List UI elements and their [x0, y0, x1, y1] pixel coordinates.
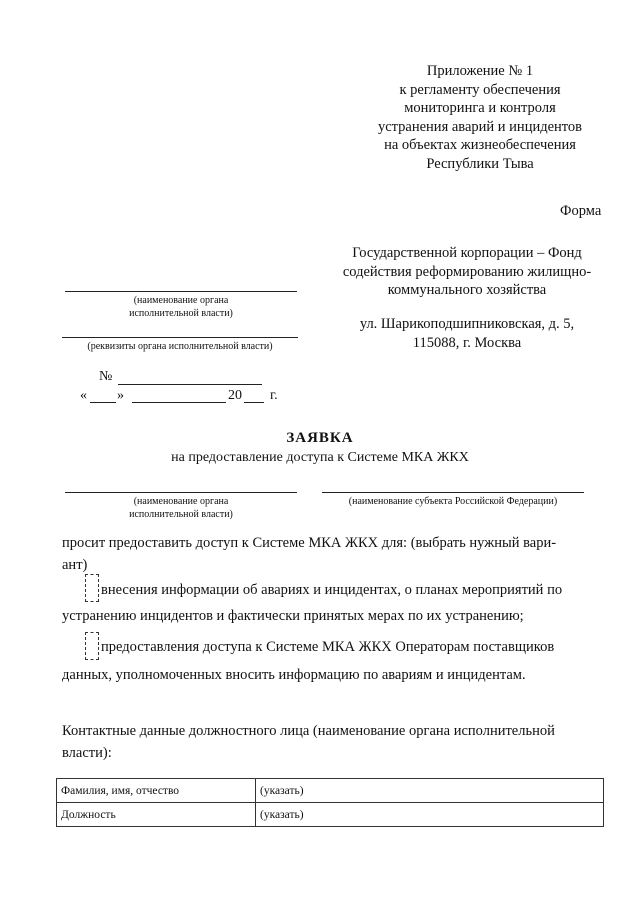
org-name-caption	[65, 495, 297, 521]
row-label: Фамилия, имя, отчество	[57, 779, 256, 803]
caption-line: исполнительной власти)	[129, 308, 233, 319]
org-name-line[interactable]	[65, 492, 297, 493]
recipient-address	[322, 315, 612, 352]
recipient-block	[322, 244, 612, 300]
address-line: 115088, г. Москва	[412, 334, 522, 351]
sender-requisites-line[interactable]	[62, 337, 298, 338]
request-line: ант)	[62, 557, 88, 573]
date-close-quote: »	[117, 388, 124, 403]
row-value-field[interactable]: (указать)	[256, 803, 604, 827]
address-line: ул. Шарикоподшипниковская, д. 5,	[359, 316, 575, 332]
appendix-header	[340, 62, 620, 173]
year-prefix: 20	[228, 388, 242, 403]
sender-org-line[interactable]	[65, 291, 297, 292]
number-field[interactable]	[118, 384, 262, 385]
table-row	[57, 779, 604, 803]
contacts-table	[56, 778, 604, 827]
request-text	[62, 532, 632, 576]
appendix-line: мониторинга и контроля	[404, 100, 556, 116]
caption-line: исполнительной власти)	[129, 509, 233, 520]
appendix-line: к регламенту обеспечения	[399, 81, 561, 98]
appendix-line: на объектах жизнеобеспечения	[384, 137, 576, 153]
appendix-line: Республики Тыва	[426, 155, 534, 172]
option-text: предоставления доступа к Системе МКА ЖКХ Операторам поставщиков	[101, 639, 555, 655]
recipient-line: содействия реформированию жилищно-	[342, 263, 592, 280]
caption-line: (наименование органа	[133, 496, 229, 507]
date-year-field[interactable]	[244, 402, 264, 403]
option-text: данных, уполномоченных вносить информацию по авариям и инцидентам.	[62, 667, 526, 683]
recipient-line: коммунального хозяйства	[387, 282, 547, 298]
option-checkbox-provider-access[interactable]	[85, 632, 99, 660]
table-row	[57, 803, 604, 827]
recipient-line: Государственной корпорации – Фонд	[352, 245, 582, 261]
contacts-intro-line: власти):	[62, 745, 112, 761]
date-month-field[interactable]	[132, 402, 226, 403]
row-label: Должность	[57, 803, 256, 827]
caption-line: (наименование органа	[133, 295, 229, 306]
subject-name-line[interactable]	[322, 492, 584, 493]
appendix-line: устранения аварий и инцидентов	[377, 118, 583, 135]
number-label: №	[99, 369, 113, 384]
option-checkbox-data-entry[interactable]	[85, 574, 99, 602]
appendix-line: Приложение № 1	[426, 63, 534, 79]
sender-requisites-caption: (реквизиты органа исполнительной власти)	[87, 341, 273, 352]
contacts-intro-line: Контактные данные должностного лица (наименование органа исполнительной	[62, 723, 555, 739]
option-text: устранению инцидентов и фактически принятых мерах по их устранению;	[62, 608, 524, 624]
document-title: ЗАЯВКА	[286, 430, 354, 446]
date-day-field[interactable]	[90, 402, 116, 403]
date-open-quote: «	[80, 388, 87, 403]
request-line: просит предоставить доступ к Системе МКА ЖКХ для: (выбрать нужный вари-	[62, 535, 557, 551]
contacts-intro	[62, 720, 632, 764]
form-label: Форма	[560, 203, 602, 219]
subject-name-caption: (наименование субъекта Российской Федерации)	[348, 496, 558, 507]
document-subtitle: на предоставление доступа к Системе МКА ЖКХ	[171, 450, 469, 465]
option-text: внесения информации об авариях и инцидентах, о планах мероприятий по	[101, 582, 563, 598]
year-suffix: г.	[270, 388, 278, 403]
row-value-field[interactable]: (указать)	[256, 779, 604, 803]
sender-org-caption	[65, 294, 297, 320]
